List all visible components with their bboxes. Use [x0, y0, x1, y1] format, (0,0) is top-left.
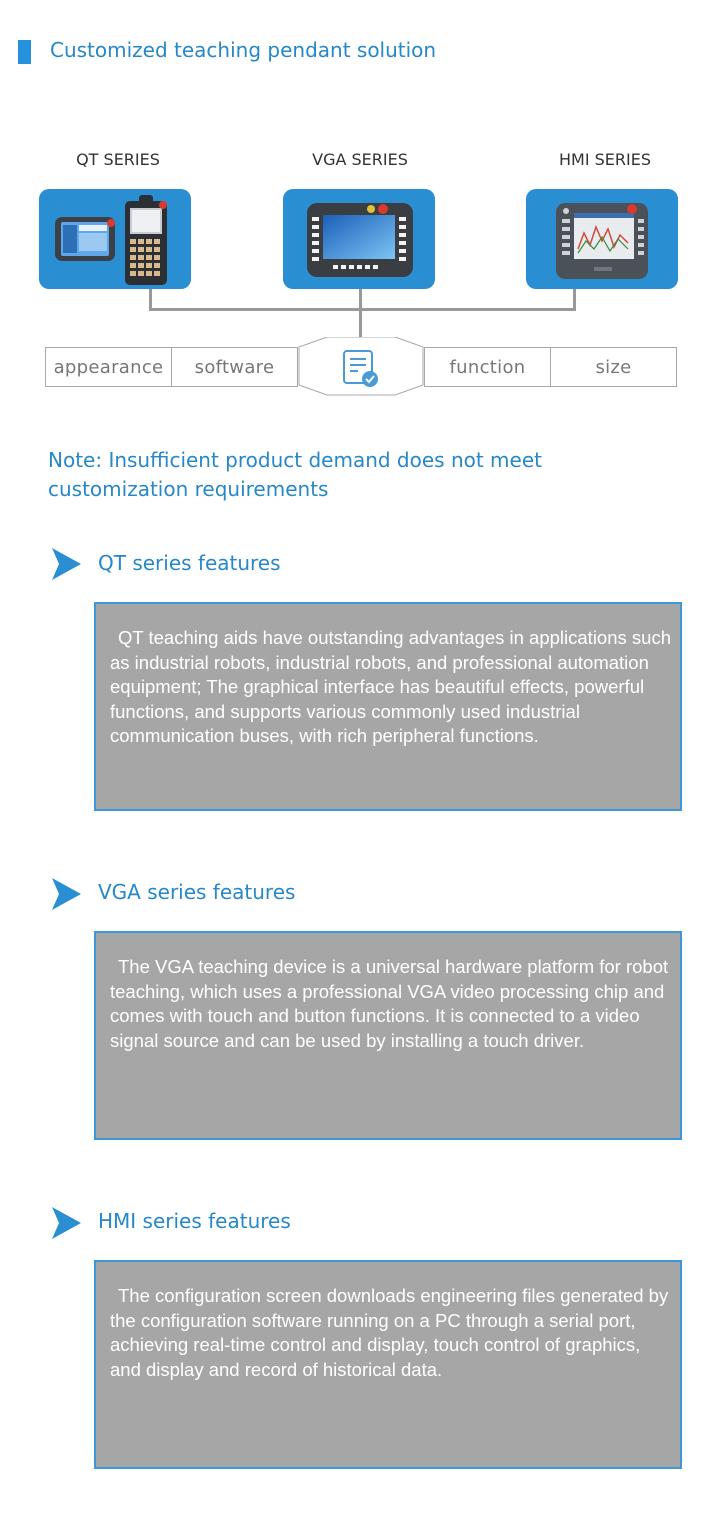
qt-section-title: QT series features [98, 551, 281, 575]
hmi-section-title: HMI series features [98, 1209, 291, 1233]
qt-series-product-image [39, 189, 191, 289]
play-triangle-icon [50, 547, 82, 581]
play-triangle-icon [50, 877, 82, 911]
attribute-bar [45, 347, 677, 389]
page-title: Customized teaching pendant solution [50, 38, 437, 62]
series-label-hmi: HMI SERIES [558, 150, 651, 169]
vga-series-product-image [283, 189, 435, 289]
series-label-vga: VGA SERIES [312, 150, 408, 169]
hmi-feature-text: The configuration screen downloads engineering files generated by the configuration software running on a PC through a serial port, achieving real-time control and display, touch control of graphics, and display and record of historical data. [110, 1285, 669, 1380]
connector-vga [359, 289, 362, 339]
attr-function: function [424, 347, 551, 387]
qt-feature-text: QT teaching aids have outstanding advantages in applications such as industrial robots, industrial robots, and professional automation equipment; The graphical interface has beautiful effects, powerful functions, and supports various commonly used industrial communication buses, with rich peripheral functions. [110, 627, 671, 746]
series-label-qt: QT SERIES [76, 150, 160, 169]
attr-appearance: appearance [45, 347, 172, 387]
hmi-series-product-image [526, 189, 678, 289]
header-accent-bar [18, 40, 31, 64]
vga-feature-box [94, 931, 682, 1140]
vga-section-title: VGA series features [98, 880, 296, 904]
vga-feature-text: The VGA teaching device is a universal hardware platform for robot teaching, which uses a professional VGA video processing chip and comes with touch and button functions. It is connected to a video signal source and can be used by installing a touch driver. [110, 956, 669, 1051]
hmi-feature-box [94, 1260, 682, 1469]
attr-size: size [550, 347, 677, 387]
customization-note: Note: Insufficient product demand does not meet customization requirements [48, 448, 542, 501]
qt-feature-box [94, 602, 682, 811]
attr-software: software [171, 347, 298, 387]
document-check-icon [295, 337, 427, 397]
play-triangle-icon [50, 1206, 82, 1240]
connector-horizontal [149, 308, 576, 311]
